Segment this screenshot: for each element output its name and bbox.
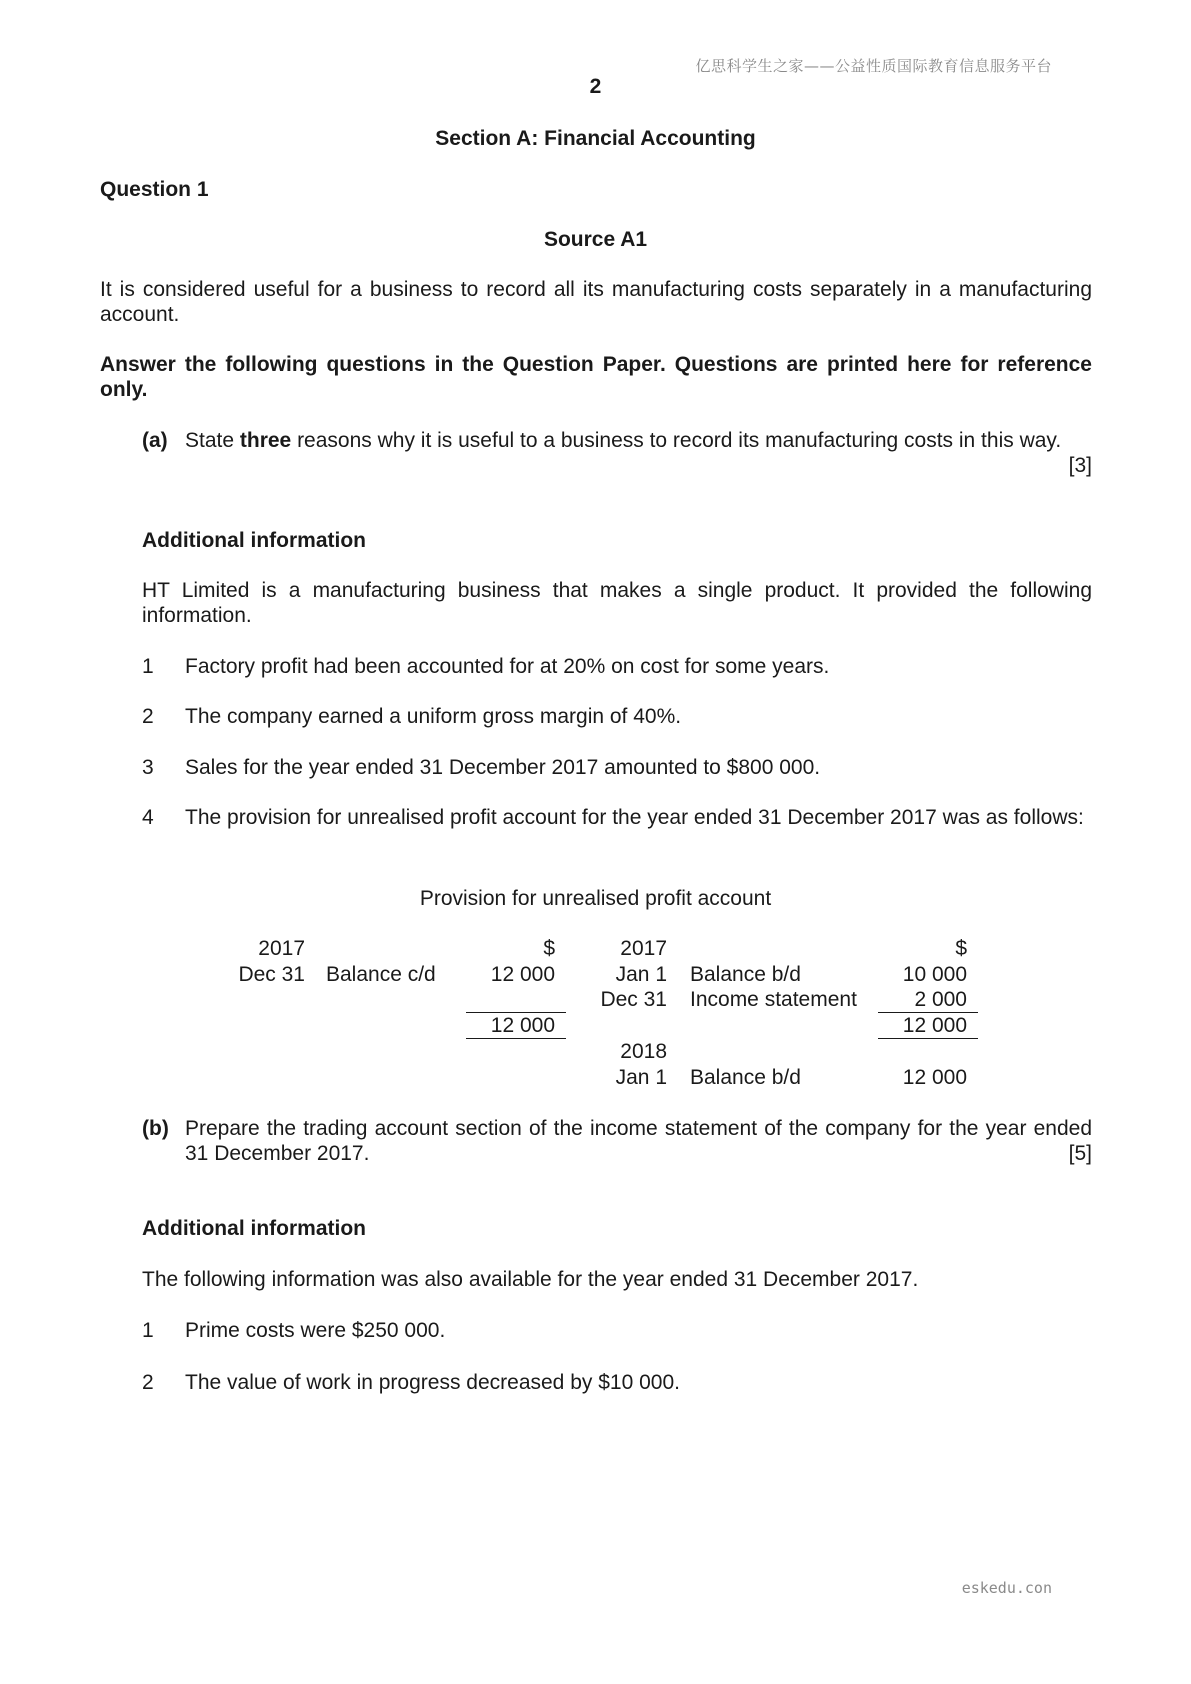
account-title: Provision for unrealised profit account [419, 887, 772, 910]
instruction-paragraph: Answer the following questions in the Question Paper. Questions are printed here for reference only. [100, 353, 1092, 401]
debit-description: Balance c/d [326, 963, 436, 986]
debit-currency: $ [543, 937, 555, 960]
part-b-mark: [5] [1068, 1142, 1092, 1165]
credit-total: 12 000 [902, 1014, 967, 1037]
additional-info-intro-2: The following information was also available for the year ended 31 December 2017. [142, 1268, 919, 1291]
part-a-mark: [3] [1068, 454, 1092, 477]
debit-date: Dec 31 [238, 963, 305, 986]
intro-paragraph: It is considered useful for a business to record all its manufacturing costs separately in a manufacturing account. [100, 278, 1092, 326]
footer-watermark: eskedu.con [961, 1579, 1052, 1597]
question-part-b [142, 1116, 1092, 1166]
part-b-text: Prepare the trading account section of the income statement of the company for the year ended 31 December 2017. [185, 1117, 1092, 1165]
section-title: Section A: Financial Accounting [435, 127, 756, 150]
debit-amount: 12 000 [490, 963, 555, 986]
credit-row1-amount: 10 000 [902, 963, 967, 986]
debit-total-rule-bottom [466, 1038, 566, 1039]
part-a-text: State three reasons why it is useful to a business to record its manufacturing costs in this way. [185, 429, 1062, 452]
additional-info-intro-1: HT Limited is a manufacturing business that makes a single product. It provided the following information. [142, 579, 1092, 627]
credit-row3-date: Jan 1 [615, 1066, 667, 1089]
additional-info-heading-1: Additional information [142, 529, 366, 552]
part-a-label: (a) [142, 429, 168, 452]
credit-row3-description: Balance b/d [690, 1066, 801, 1089]
credit-year: 2017 [620, 937, 667, 960]
page-number: 2 [589, 75, 602, 98]
debit-total: 12 000 [490, 1014, 555, 1037]
source-title: Source A1 [543, 228, 648, 251]
credit-row1-date: Jan 1 [615, 963, 667, 986]
watermark-text: 亿思科学生之家——公益性质国际教育信息服务平台 [695, 57, 1052, 75]
credit-year-2018: 2018 [620, 1040, 667, 1063]
credit-row2-date: Dec 31 [600, 988, 667, 1011]
part-b-label: (b) [142, 1117, 169, 1140]
credit-row2-amount: 2 000 [914, 988, 967, 1011]
credit-row3-amount: 12 000 [902, 1066, 967, 1089]
debit-year: 2017 [258, 937, 305, 960]
credit-total-rule-bottom [878, 1038, 978, 1039]
additional-info-heading-2: Additional information [142, 1217, 366, 1240]
credit-row1-description: Balance b/d [690, 963, 801, 986]
question-title: Question 1 [100, 178, 209, 201]
credit-row2-description: Income statement [690, 988, 857, 1011]
credit-currency: $ [955, 937, 967, 960]
